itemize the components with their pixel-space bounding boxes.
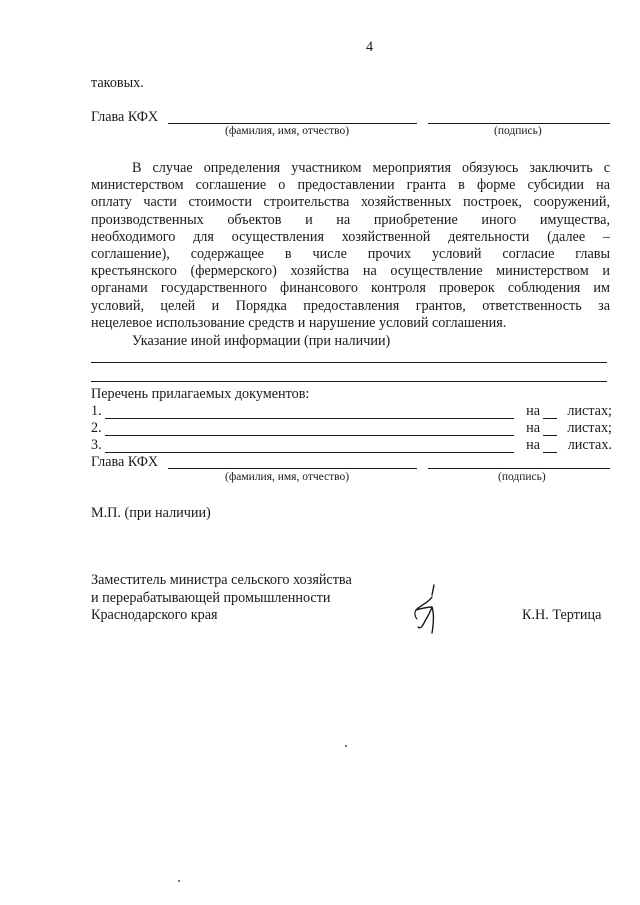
signature-caption: (подпись) bbox=[494, 125, 542, 137]
paragraph-line: оплату части стоимости строительства хозяйственных построек, сооружений, bbox=[91, 194, 610, 211]
head-label: Глава КФХ bbox=[91, 109, 159, 125]
continued-text: таковых. bbox=[91, 75, 144, 91]
attachment-sheets: листах; bbox=[567, 403, 612, 419]
official-name: К.Н. Тертица bbox=[522, 607, 602, 623]
paragraph-line: условий, целей и Порядка предоставления грантов, ответственность за bbox=[91, 297, 610, 314]
attachment-number: 2. bbox=[91, 420, 102, 436]
attachment-na: на bbox=[526, 420, 540, 436]
signature-caption: (подпись) bbox=[498, 471, 546, 483]
name-blank-line bbox=[168, 123, 417, 124]
attachment-sheet-count-blank bbox=[543, 435, 557, 436]
scan-speck bbox=[345, 745, 347, 747]
paragraph-line: необходимого для осуществления хозяйственной деятельности (далее – bbox=[91, 228, 610, 245]
paragraph-line: производственных объектов и на приобретение иного имущества, bbox=[91, 211, 610, 228]
other-info-line-2 bbox=[91, 381, 607, 382]
page-number: 4 bbox=[366, 39, 374, 55]
official-position-line: Краснодарского края bbox=[91, 607, 218, 623]
paragraph-line: В случае определения участником мероприятия обязуюсь заключить с bbox=[132, 160, 610, 176]
attachment-title-blank bbox=[105, 435, 514, 436]
attachment-title-blank bbox=[105, 452, 514, 453]
stamp-place-label: М.П. (при наличии) bbox=[91, 505, 211, 521]
official-position-line: и перерабатывающей промышленности bbox=[91, 590, 331, 606]
attachment-sheet-count-blank bbox=[543, 418, 557, 419]
other-info-label: Указание иной информации (при наличии) bbox=[132, 333, 391, 349]
head-label: Глава КФХ bbox=[91, 454, 159, 470]
attachments-heading: Перечень прилагаемых документов: bbox=[91, 386, 310, 402]
attachment-sheets: листах. bbox=[567, 437, 612, 453]
scan-speck bbox=[178, 880, 180, 882]
attachment-title-blank bbox=[105, 418, 514, 419]
paragraph-line: органами государственного финансового контроля проверок соблюдения им bbox=[91, 280, 610, 297]
handwritten-signature bbox=[408, 583, 446, 641]
paragraph-line: министерством соглашение о предоставлении гранта в форме субсидии на bbox=[91, 177, 610, 194]
name-caption: (фамилия, имя, отчество) bbox=[225, 471, 350, 483]
paragraph-line: соглашение), содержащее в числе прочих условий согласие главы bbox=[91, 246, 610, 263]
paragraph-line: крестьянского (фермерского) хозяйства на осуществление министерством и bbox=[91, 263, 610, 280]
name-caption: (фамилия, имя, отчество) bbox=[225, 125, 350, 137]
attachment-sheet-count-blank bbox=[543, 452, 557, 453]
paragraph-line: нецелевое использование средств и нарушение условий соглашения. bbox=[91, 314, 507, 331]
attachment-na: на bbox=[526, 403, 540, 419]
signature-blank-line bbox=[428, 123, 610, 124]
attachment-na: на bbox=[526, 437, 540, 453]
attachment-row-2 bbox=[91, 421, 612, 438]
name-blank-line bbox=[168, 468, 417, 469]
attachment-sheets: листах; bbox=[567, 420, 612, 436]
official-position-line: Заместитель министра сельского хозяйства bbox=[91, 572, 352, 588]
commitment-paragraph bbox=[91, 160, 610, 332]
attachment-number: 1. bbox=[91, 403, 102, 419]
attachment-row-1 bbox=[91, 404, 612, 421]
signature-blank-line bbox=[428, 468, 610, 469]
attachment-row-3 bbox=[91, 438, 612, 455]
other-info-line-1 bbox=[91, 362, 607, 363]
attachment-number: 3. bbox=[91, 437, 102, 453]
